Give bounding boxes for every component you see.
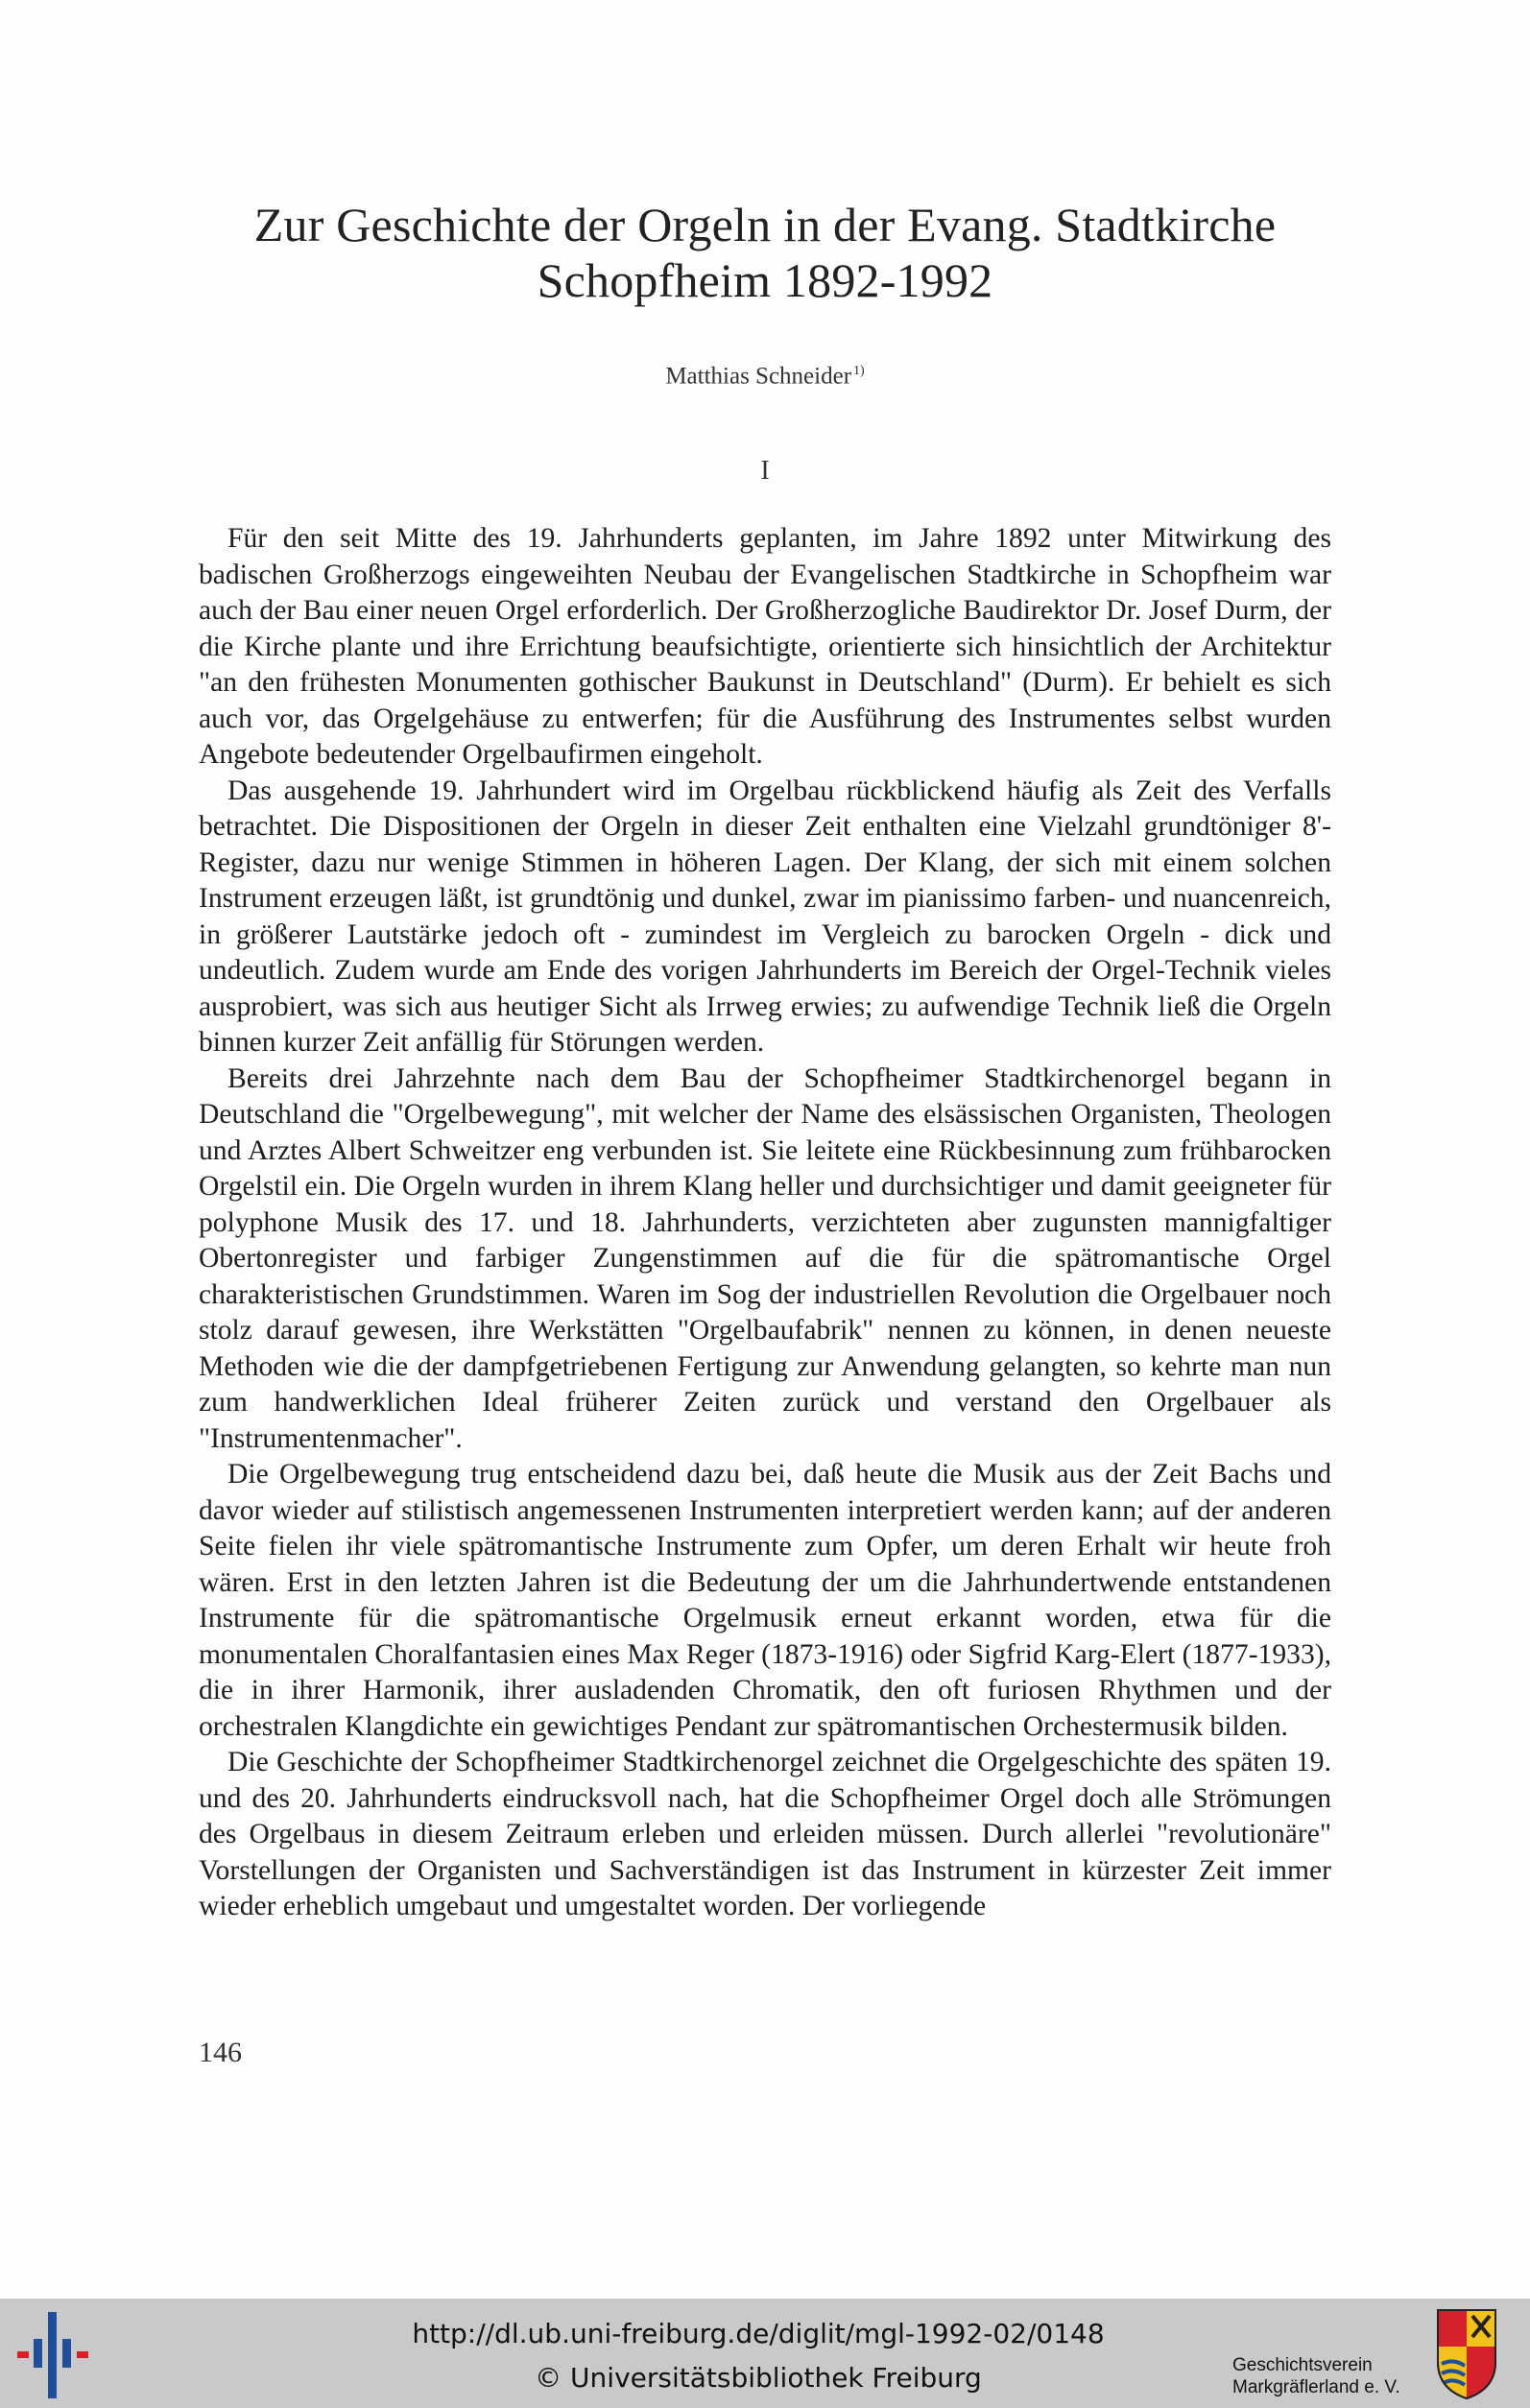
society-line-1: Geschichtsverein	[1232, 2355, 1373, 2375]
society-line-2: Markgräflerland e. V.	[1232, 2377, 1400, 2397]
title-line-1: Zur Geschichte der Orgeln in der Evang. Stadtkirche	[253, 198, 1277, 251]
coat-of-arms-icon	[1436, 2308, 1497, 2400]
ub-freiburg-logo-icon	[17, 2312, 104, 2398]
paragraph-4: Die Orgelbewegung trug entscheidend dazu bei, daß heute die Musik aus der Zeit Bachs und davor wieder auf stilistisch angemessenen Instrumenten interpretiert werden kann; auf der anderen Seite fielen ihr viele spätromantische Instrumente zum Opfer, um deren Erhalt wir heute froh wären. Erst in den letzten Jahren ist die Bedeutung der um die Jahrhundertwende entstandenen Instrumente für die spätromantische Orgelmusik erneut erkannt worden, etwa für die monumentalen Choralfantasien eines Max Reger (1873-1916) oder Sigfrid Karg-Elert (1877-1933), die in ihrer Harmonik, ihrer ausladenden Chromatik, den oft furiosen Rhythmen und der orchestralen Klangdichte ein gewichtiges Pendant zur spätromantischen Orchestermusik bilden.	[199, 1459, 1331, 1742]
document-url-link[interactable]: http://dl.ub.uni-freiburg.de/diglit/mgl-1992-02/0148	[412, 2318, 1105, 2349]
paragraph-5: Die Geschichte der Schopfheimer Stadtkirchenorgel zeichnet die Orgelgeschichte des späten 19. und des 20. Jahrhunderts eindrucksvoll nach, hat die Schopfheimer Orgel doch alle Strömungen des Orgelbaus in diesem Zeitraum erleben und erleiden müssen. Durch allerlei "revolutionäre" Vorstellungen der Organisten und Sachverständigen ist das Instrument in kürzester Zeit immer wieder erheblich umgebaut und umgestaltet worden. Der vorliegende	[199, 1747, 1331, 1921]
author-line	[200, 357, 1330, 391]
copyright-notice: © Universitätsbibliothek Freiburg	[535, 2362, 982, 2394]
paragraph-3: Bereits drei Jahrzehnte nach dem Bau der Schopfheimer Stadtkirchenorgel begann in Deutschland die "Orgelbewegung", mit welcher der Name des elsässischen Organisten, Theologen und Arztes Albert Schweitzer eng verbunden ist. Sie leitete eine Rückbesinnung zum frühbarocken Orgelstil ein. Die Orgeln wurden in ihrem Klang heller und durchsichtiger und damit geeigneter für polyphone Musik des 17. und 18. Jahrhunderts, verzichteten aber zugunsten mannigfaltiger Obertonregister und farbiger Zungenstimmen auf die für die spätromantische Orgel charakteristischen Grundstimmen. Waren im Sog der industriellen Revolution die Orgelbauer noch stolz darauf gewesen, ihre Werkstätten "Orgelbaufabrik" nennen zu können, in denen neueste Methoden wie die der dampfgetriebenen Fertigung zur Anwendung gelangten, so kehrte man nun zum handwerklichen Ideal früherer Zeiten zurück und verstand den Orgelbauer als "Instrumentenmacher".	[199, 1062, 1331, 1454]
author-footnote-mark: 1)	[853, 364, 865, 378]
society-name	[1232, 2354, 1424, 2398]
paragraph-2: Das ausgehende 19. Jahrhundert wird im Orgelbau rückblickend häufig als Zeit des Verfalls betrachtet. Die Dispositionen der Orgeln in dieser Zeit enthalten eine Vielzahl grundtöniger 8'-Register, dazu nur wenige Stimmen in höheren Lagen. Der Klang, der sich mit einem solchen Instrument erzeugen läßt, ist grundtönig und dunkel, zwar im pianissimo farben- und nuancenreich, in größerer Lautstärke jedoch oft - zumindest im Vergleich zu barocken Orgeln - dick und undeutlich. Zudem wurde am Ende des vorigen Jahrhunderts im Bereich der Orgel-Technik vieles ausprobiert, was sich aus heutiger Sicht als Irrweg erwies; zu aufwendige Technik ließ die Orgeln binnen kurzer Zeit anfällig für Störungen werden.	[199, 775, 1331, 1058]
repository-footer	[0, 2299, 1530, 2408]
article-body	[199, 521, 1331, 1925]
paragraph-1: Für den seit Mitte des 19. Jahrhunderts geplanten, im Jahre 1892 unter Mitwirkung des badischen Großherzogs eingeweihten Neubau der Evangelischen Stadtkirche in Schopfheim war auch der Bau einer neuen Orgel erforderlich. Der Großherzogliche Baudirektor Dr. Josef Durm, der die Kirche plante und ihre Errichtung beaufsichtigte, orientierte sich hinsichtlich der Architektur "an den frühesten Monumenten gothischer Baukunst in Deutschland" (Durm). Er behielt es sich auch vor, das Orgelgehäuse zu entwerfen; für die Ausführung des Instrumentes selbst wurden Angebote bedeutender Orgelbaufirmen eingeholt.	[199, 523, 1331, 770]
section-number: I	[760, 456, 770, 486]
article-title	[200, 197, 1330, 308]
author-name: Matthias Schneider	[665, 363, 852, 390]
title-line-2: Schopfheim 1892-1992	[537, 253, 993, 307]
page-number: 146	[199, 2037, 242, 2068]
